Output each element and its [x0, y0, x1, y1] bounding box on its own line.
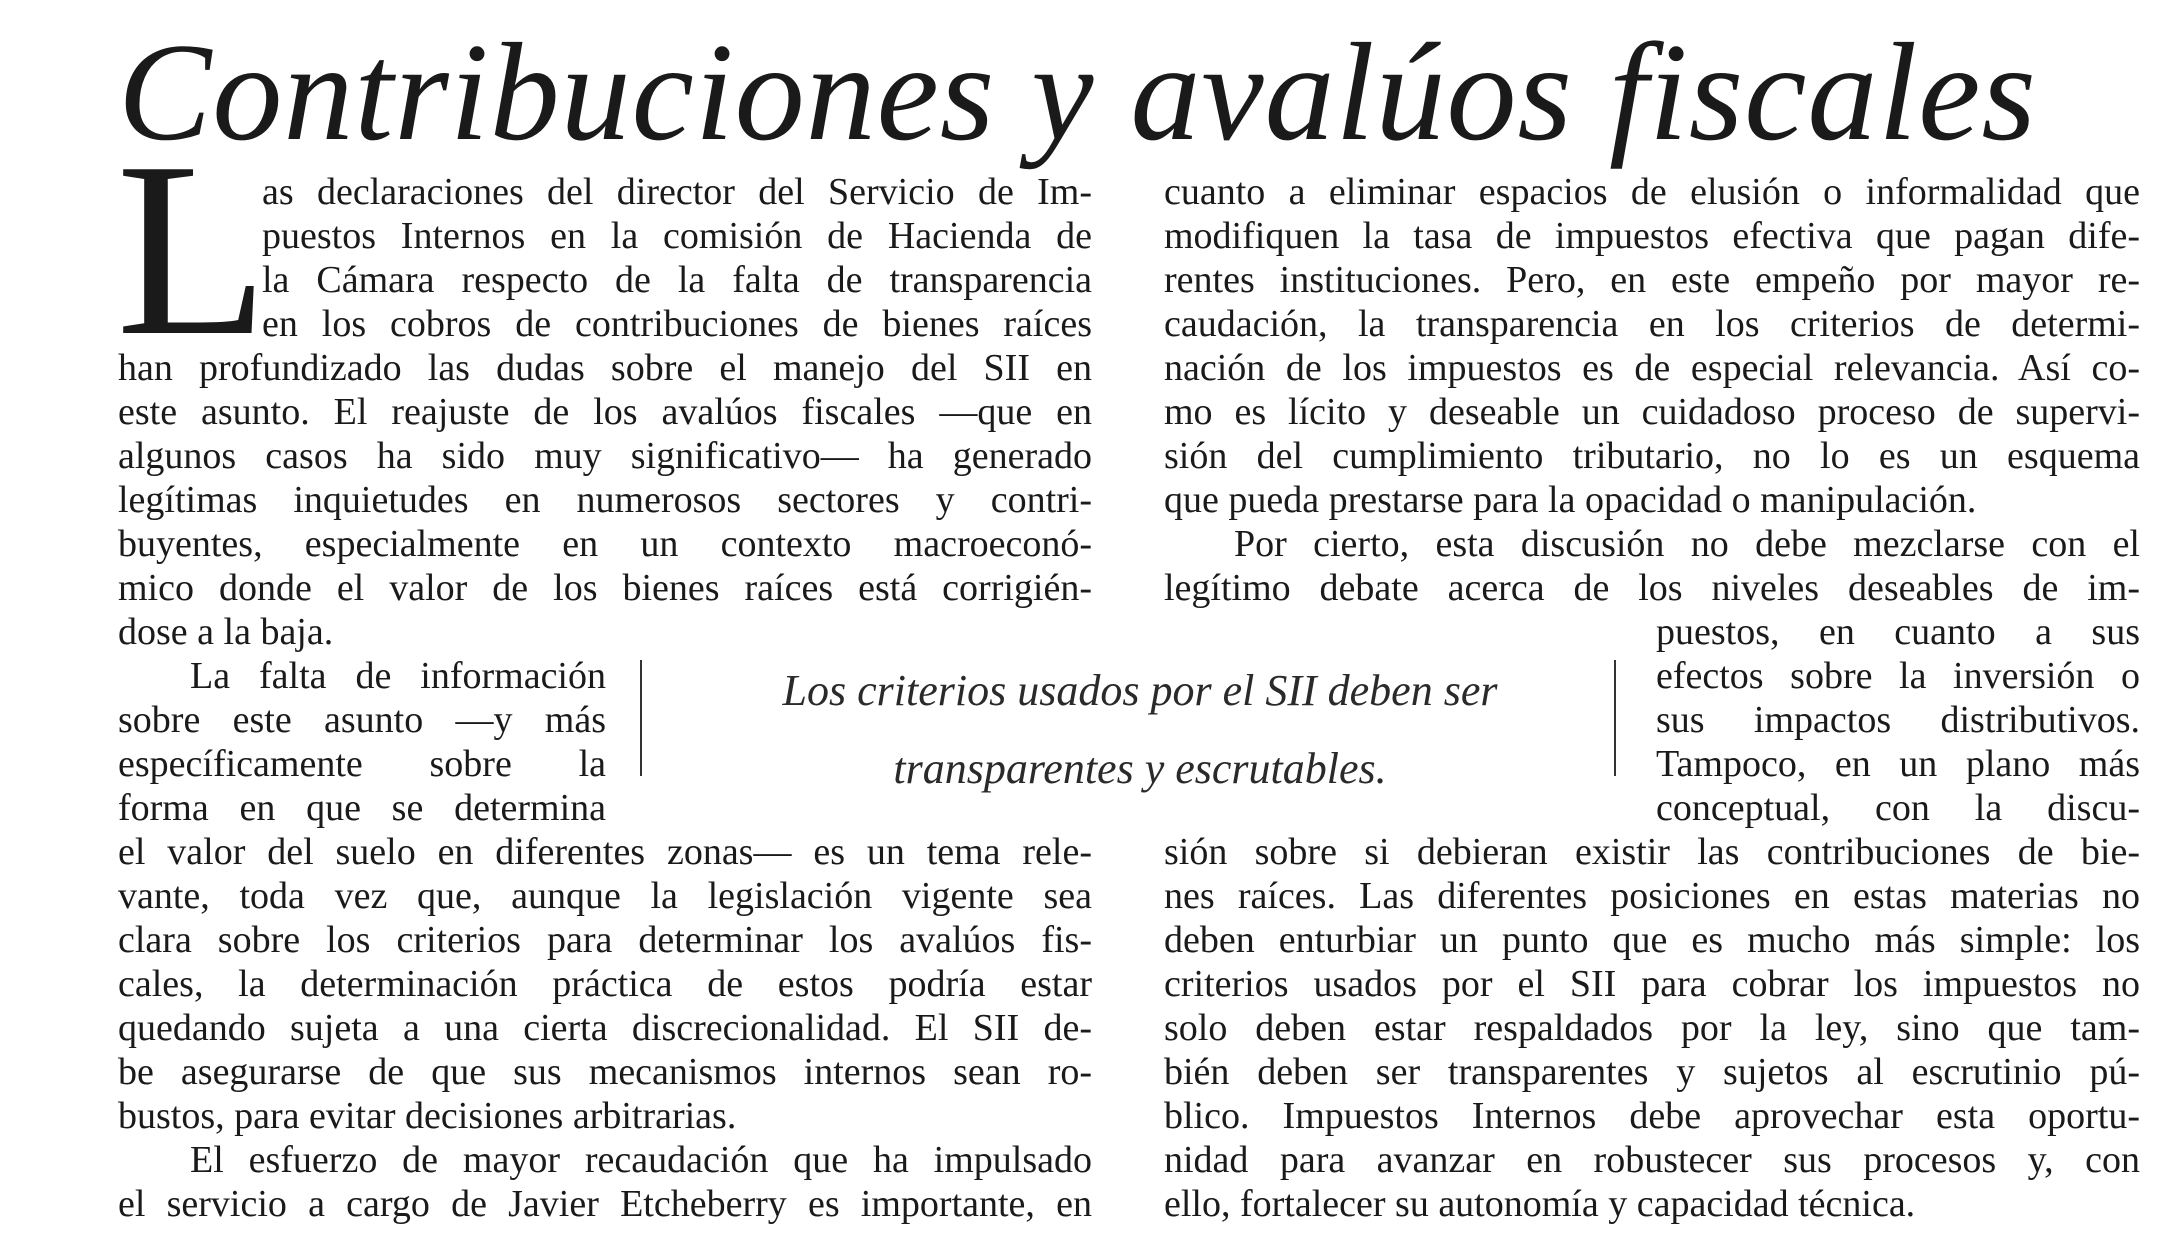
headline: Contribuciones y avalúos fiscales — [118, 15, 2037, 170]
left-line: La falta de información — [190, 655, 606, 697]
left-line: sobre este asunto —y más — [118, 699, 606, 741]
left-line: legítimas inquietudes en numerosos sectores y contri- — [118, 479, 1092, 521]
right-line: nidad para avanzar en robustecer sus procesos y, con — [1164, 1139, 2140, 1181]
right-line: que pueda prestarse para la opacidad o manipulación. — [1164, 479, 1977, 521]
right-line: solo deben estar respaldados por la ley, sino que tam- — [1164, 1007, 2140, 1049]
left-line: clara sobre los criterios para determinar los avalúos fis- — [118, 919, 1092, 961]
left-line: buyentes, especialmente en un contexto macroeconó- — [118, 523, 1092, 565]
left-line: cales, la determinación práctica de estos podría estar — [118, 963, 1092, 1005]
right-line: sión del cumplimiento tributario, no lo es un esquema — [1164, 435, 2140, 477]
right-line: legítimo debate acerca de los niveles deseables de im- — [1164, 567, 2140, 609]
drop-cap: L — [116, 111, 269, 388]
left-line: el valor del suelo en diferentes zonas— es un tema rele- — [118, 831, 1092, 873]
left-line: bustos, para evitar decisiones arbitrarias. — [118, 1095, 737, 1137]
left-line: el servicio a cargo de Javier Etcheberry es importante, en — [118, 1183, 1092, 1225]
left-line: la Cámara respecto de la falta de transparencia — [262, 259, 1092, 301]
pull-quote — [660, 652, 1620, 808]
left-line: vante, toda vez que, aunque la legislación vigente sea — [118, 875, 1092, 917]
left-line: en los cobros de contribuciones de bienes raíces — [262, 303, 1092, 345]
left-line: este asunto. El reajuste de los avalúos fiscales —que en — [118, 391, 1092, 433]
pull-quote-line: Los criterios usados por el SII deben ser — [782, 666, 1498, 715]
right-line: rentes instituciones. Pero, en este empeño por mayor re- — [1164, 259, 2140, 301]
left-line: han profundizado las dudas sobre el manejo del SII en — [118, 347, 1092, 389]
right-line: caudación, la transparencia en los criterios de determi- — [1164, 303, 2140, 345]
right-line: criterios usados por el SII para cobrar los impuestos no — [1164, 963, 2140, 1005]
left-line: be asegurarse de que sus mecanismos internos sean ro- — [118, 1051, 1092, 1093]
pull-quote-left-rule — [640, 660, 642, 776]
right-line: cuanto a eliminar espacios de elusión o informalidad que — [1164, 171, 2140, 213]
right-line: blico. Impuestos Internos debe aprovechar esta oportu- — [1164, 1095, 2140, 1137]
right-line: Tampoco, en un plano más — [1656, 743, 2140, 785]
pull-quote-line: transparentes y escrutables. — [893, 744, 1387, 793]
left-line: El esfuerzo de mayor recaudación que ha impulsado — [190, 1139, 1092, 1181]
left-line: as declaraciones del director del Servicio de Im- — [262, 171, 1092, 213]
right-line: sión sobre si debieran existir las contribuciones de bie- — [1164, 831, 2140, 873]
right-line: modifiquen la tasa de impuestos efectiva que pagan dife- — [1164, 215, 2140, 257]
right-line: nes raíces. Las diferentes posiciones en estas materias no — [1164, 875, 2140, 917]
right-line: sus impactos distributivos. — [1656, 699, 2140, 741]
right-line: ello, fortalecer su autonomía y capacidad técnica. — [1164, 1183, 1916, 1225]
left-line: quedando sujeta a una cierta discrecionalidad. El SII de- — [118, 1007, 1092, 1049]
left-line: puestos Internos en la comisión de Hacienda de — [262, 215, 1092, 257]
right-line: Por cierto, esta discusión no debe mezclarse con el — [1234, 523, 2140, 565]
right-line: efectos sobre la inversión o — [1656, 655, 2140, 697]
right-line: conceptual, con la discu- — [1656, 787, 2140, 829]
right-line: deben enturbiar un punto que es mucho más simple: los — [1164, 919, 2140, 961]
left-line: mico donde el valor de los bienes raíces está corrigién- — [118, 567, 1092, 609]
left-line: algunos casos ha sido muy significativo— ha generado — [118, 435, 1092, 477]
left-line: forma en que se determina — [118, 787, 606, 829]
right-line: nación de los impuestos es de especial relevancia. Así co- — [1164, 347, 2140, 389]
left-line: dose a la baja. — [118, 611, 334, 653]
right-line: mo es lícito y deseable un cuidadoso proceso de supervi- — [1164, 391, 2140, 433]
left-line: específicamente sobre la — [118, 743, 606, 785]
right-line: puestos, en cuanto a sus — [1656, 611, 2140, 653]
right-line: bién deben ser transparentes y sujetos al escrutinio pú- — [1164, 1051, 2140, 1093]
